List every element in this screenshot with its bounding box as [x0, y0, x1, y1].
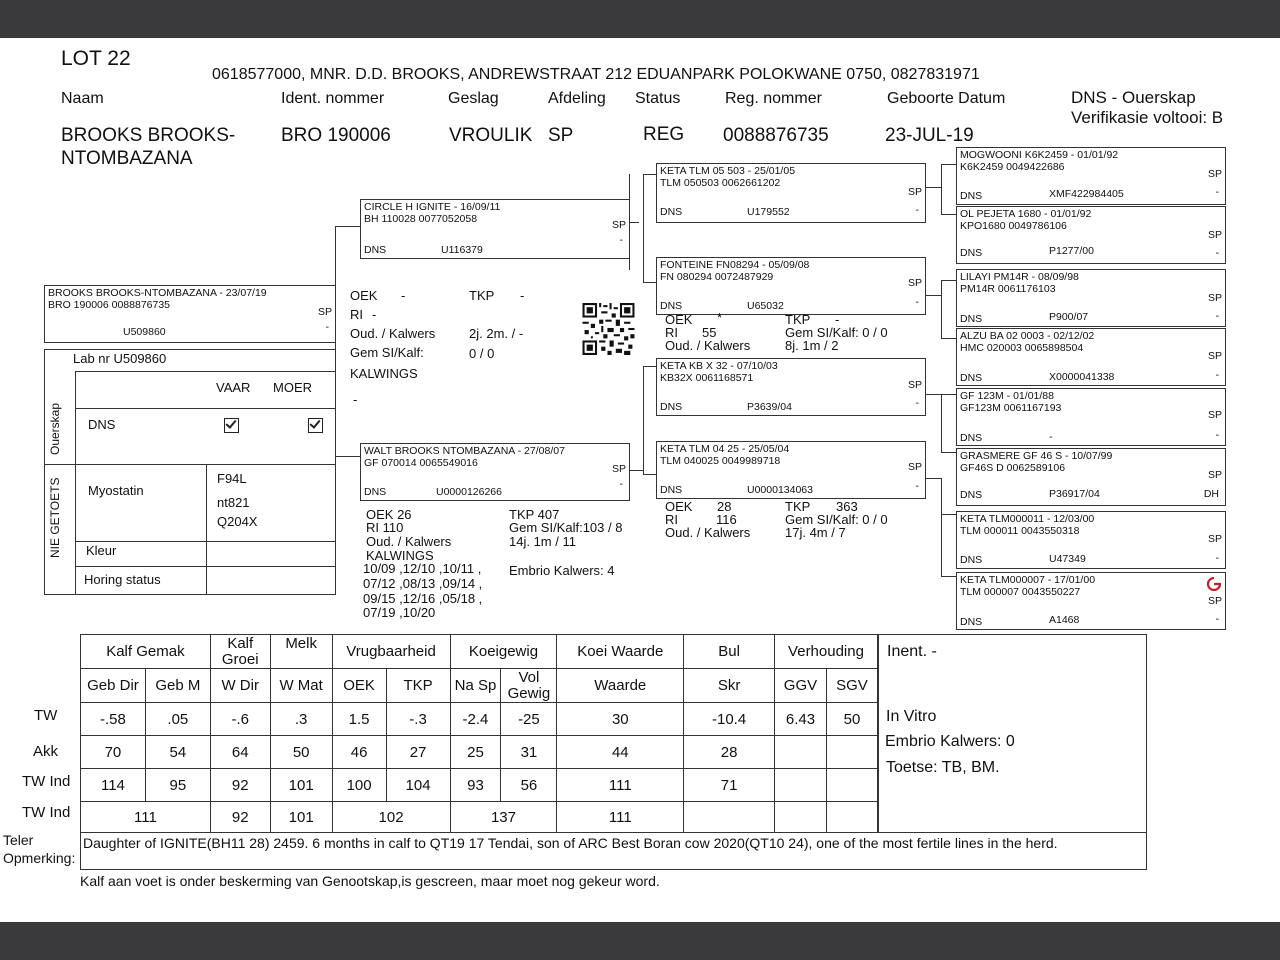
label-afdeling: Afdeling: [548, 90, 606, 107]
twind-group-cell: 111: [557, 802, 684, 834]
sub-waarde: Waarde: [557, 669, 684, 703]
tw-cell: -2.4: [450, 703, 501, 736]
sire-age-label: Oud. / Kalwers: [350, 326, 436, 341]
label-status: Status: [635, 90, 681, 107]
gp1-ids: TLM 050503 0062661202: [660, 177, 781, 189]
ggp8-title: KETA TLM000007 - 17/01/00: [960, 574, 1096, 586]
nie-getoets-side-label: NIE GETOETS: [48, 477, 62, 558]
ggp8-ids: TLM 000007 0043550227: [960, 586, 1081, 598]
gp2-ids: FN 080294 0072487929: [660, 271, 774, 283]
ggp-box-8: [956, 572, 1226, 630]
dam-sp: SP: [611, 463, 626, 475]
sub-w-dir: W Dir: [210, 669, 270, 703]
teler-label: Teler: [3, 832, 34, 848]
gp2-code: U65032: [747, 300, 784, 312]
twind-group-cell: 111: [81, 802, 211, 834]
footnote: Kalf aan voet is onder beskerming van Genootskap,is gescreen, maar moet nog gekeur word.: [80, 873, 660, 889]
sub-skr: Skr: [684, 669, 775, 703]
lab-box: [44, 349, 336, 595]
group-verhouding: Verhouding: [775, 635, 878, 669]
tw-cell: 1.5: [332, 703, 386, 736]
ggp8-dash: -: [1215, 613, 1219, 625]
ggp1-code: XMF422984405: [1049, 188, 1124, 200]
akk-cell: 44: [557, 736, 684, 769]
in-vitro-label: In Vitro: [886, 708, 937, 725]
ggp4-ids: HMC 020003 0065898504: [960, 342, 1084, 354]
sire-ri-value: -: [372, 307, 377, 322]
sub-na-sp: Na Sp: [450, 669, 501, 703]
dam-dns: DNS: [364, 486, 387, 498]
ggp3-code: P900/07: [1049, 311, 1089, 323]
gp4-dns: DNS: [660, 484, 683, 496]
ggp5-sp: SP: [1207, 409, 1222, 421]
dam-oek: OEK 26: [366, 507, 412, 522]
gp2-ri-value: 55: [702, 325, 717, 340]
qr-code-icon: [582, 303, 635, 355]
sub-vol-gewig: [501, 669, 557, 703]
grandsire-paternal-box: [656, 163, 926, 223]
akk-cell: 64: [210, 736, 270, 769]
ggp7-dns: DNS: [960, 554, 983, 566]
twind-cell: 114: [81, 769, 146, 802]
ggp3-ids: PM14R 0061176103: [960, 283, 1056, 295]
gp4-tkp-label: TKP: [785, 499, 811, 514]
table-row-twind: [81, 769, 878, 802]
ggp2-dash: -: [1215, 247, 1219, 259]
twind-group-cell: 137: [450, 802, 557, 834]
group-melk: Melk: [270, 635, 332, 669]
ggp5-title: GF 123M - 01/01/88: [960, 390, 1054, 402]
ouerskap-side-label: Ouerskap: [48, 402, 62, 455]
row-label-twind-2: TW Ind: [22, 804, 71, 821]
table-row-twind-group: [81, 802, 878, 834]
sub-w-mat: W Mat: [270, 669, 332, 703]
dns-parent-label: DNS - Ouerskap: [1071, 88, 1196, 107]
sub-oek: OEK: [332, 669, 386, 703]
status-value: REG: [643, 124, 685, 145]
gp2-oek-value: *: [717, 310, 723, 325]
gp3-sp: SP: [907, 379, 922, 391]
granddam-paternal-box: [656, 257, 926, 315]
lab-number: Lab nr U509860: [73, 351, 167, 366]
tw-cell: -.58: [81, 703, 146, 736]
ggp3-sp: SP: [1207, 292, 1222, 304]
twind-cell: [775, 769, 827, 802]
group-koeigewig: Koeigewig: [450, 635, 557, 669]
table-row-akk: [81, 736, 878, 769]
gp2-tkp-value: -: [835, 312, 840, 327]
dam-age-label: Oud. / Kalwers: [366, 534, 452, 549]
akk-cell: 46: [332, 736, 386, 769]
sire-oek-label: OEK: [350, 288, 378, 303]
animal-sp: SP: [317, 306, 332, 318]
row-label-tw: TW: [34, 707, 58, 724]
ggp4-dash: -: [1215, 369, 1219, 381]
sire-gem-value: 0 / 0: [469, 346, 495, 361]
ggp4-code: X0000041338: [1049, 371, 1115, 383]
gp4-age-label: Oud. / Kalwers: [665, 525, 751, 540]
ggp-box-7: [956, 511, 1226, 569]
sire-tkp-value: -: [520, 288, 525, 303]
gp2-age-label: Oud. / Kalwers: [665, 338, 751, 353]
gp4-title: KETA TLM 04 25 - 25/05/04: [660, 443, 790, 455]
label-ident: Ident. nommer: [281, 90, 385, 107]
dam-dash: -: [619, 478, 623, 490]
group-bul: Bul: [684, 635, 775, 669]
gp2-gem: Gem SI/Kalf: 0 / 0: [785, 325, 888, 340]
sub-vol-gewig-line1: Vol: [518, 668, 540, 686]
gp3-title: KETA KB X 32 - 07/10/03: [660, 360, 778, 372]
tw-cell: -10.4: [684, 703, 775, 736]
gp2-age-value: 8j. 1m / 2: [785, 338, 839, 353]
myostatin-f94l: F94L: [217, 471, 247, 486]
toetse-label: Toetse: TB, BM.: [886, 759, 1000, 776]
akk-cell: 54: [145, 736, 210, 769]
dam-embrio: Embrio Kalwers: 4: [509, 563, 615, 578]
sire-code: U116379: [441, 244, 483, 256]
ggp3-title: LILAYI PM14R - 08/09/98: [960, 271, 1079, 283]
sire-gem-label: Gem SI/Kalf:: [350, 345, 424, 360]
twind-group-cell: 102: [332, 802, 450, 834]
row-label-akk: Akk: [33, 743, 59, 760]
gp4-code: U0000134063: [747, 484, 813, 496]
kleur-label: Kleur: [86, 543, 117, 558]
akk-cell: 70: [81, 736, 146, 769]
sire-kalwings-value: -: [353, 392, 358, 407]
gp1-code: U179552: [747, 206, 790, 218]
name-line-2: NTOMBAZANA: [61, 148, 193, 169]
dam-code: U0000126266: [436, 486, 502, 498]
ggp8-sp: SP: [1207, 595, 1222, 607]
animal-dash: -: [325, 321, 329, 333]
ebv-table: [80, 634, 878, 834]
gp4-age-value: 17j. 4m / 7: [785, 525, 846, 540]
sub-tkp: TKP: [386, 669, 450, 703]
section-value: SP: [548, 125, 574, 146]
animal-title: BROOKS BROOKS-NTOMBAZANA - 23/07/19: [48, 287, 267, 299]
twind-cell: 93: [450, 769, 501, 802]
dam-kalwings-label: KALWINGS: [366, 548, 434, 563]
twind-cell: 100: [332, 769, 386, 802]
group-koei-waarde: Koei Waarde: [557, 635, 684, 669]
tw-cell: .3: [270, 703, 332, 736]
ident-value: BRO 190006: [281, 125, 391, 146]
ggp5-dns: DNS: [960, 432, 983, 444]
twind-cell: 71: [684, 769, 775, 802]
opmerking-label: Opmerking:: [3, 850, 76, 866]
twind-cell: [826, 769, 877, 802]
myostatin-nt821: nt821: [217, 495, 250, 510]
birthdate-value: 23-JUL-19: [885, 125, 974, 146]
tw-cell: -.6: [210, 703, 270, 736]
label-geboorte: Geboorte Datum: [887, 90, 1006, 107]
sub-vol-gewig-line2: Gewig: [507, 684, 551, 702]
gp4-oek-value: 28: [717, 499, 732, 514]
owner-line: 0618577000, MNR. D.D. BROOKS, ANDREWSTRAAT 212 EDUANPARK POLOKWANE 0750, 0827831971: [212, 66, 980, 83]
dam-calving-dates-3: 09/15 ,12/16 ,05/18 ,: [363, 591, 483, 606]
ggp3-dash: -: [1215, 310, 1219, 322]
reg-value: 0088876735: [723, 125, 829, 146]
info-panel: [878, 634, 1147, 834]
lab-dns-label: DNS: [88, 417, 116, 432]
gp4-oek-label: OEK: [665, 499, 693, 514]
label-reg: Reg. nommer: [725, 90, 822, 107]
ggp5-code: -: [1049, 431, 1053, 443]
tw-cell: -25: [501, 703, 557, 736]
akk-cell: 25: [450, 736, 501, 769]
twind-group-cell: 101: [270, 802, 332, 834]
ggp4-dns: DNS: [960, 372, 983, 384]
ggp-box-4: [956, 328, 1226, 386]
ggp6-code: P36917/04: [1049, 488, 1100, 500]
remark-box: [80, 832, 1147, 870]
top-bar: [0, 0, 1280, 38]
ggp7-sp: SP: [1207, 533, 1222, 545]
akk-cell: 27: [386, 736, 450, 769]
akk-cell: 50: [270, 736, 332, 769]
twind-cell: 56: [501, 769, 557, 802]
akk-cell: 28: [684, 736, 775, 769]
ggp7-code: U47349: [1049, 553, 1086, 565]
gp4-dash: -: [915, 480, 919, 492]
animal-code: U509860: [123, 326, 166, 338]
sire-ids: BH 110028 0077052058: [364, 213, 478, 225]
horing-status-label: Horing status: [84, 572, 161, 587]
twind-cell: 101: [270, 769, 332, 802]
ggp1-title: MOGWOONI K6K2459 - 01/01/92: [960, 149, 1119, 161]
group-kalf-gemak: Kalf Gemak: [81, 635, 211, 669]
sire-box: [360, 199, 630, 259]
dam-calving-dates-1: 10/09 ,12/10 ,10/11 ,: [363, 561, 482, 576]
tw-cell: 30: [557, 703, 684, 736]
ggp1-dns: DNS: [960, 190, 983, 202]
ggp4-sp: SP: [1207, 350, 1222, 362]
dam-tkp: TKP 407: [509, 507, 560, 522]
ggp6-dash: DH: [1203, 488, 1219, 500]
ggp3-dns: DNS: [960, 313, 983, 325]
gp2-sp: SP: [907, 277, 922, 289]
verification-label: Verifikasie voltooi: B: [1071, 108, 1224, 127]
group-kalf-groei: [210, 635, 270, 669]
gp2-oek-label: OEK: [665, 312, 693, 327]
dam-calving-dates-4: 07/19 ,10/20: [363, 605, 436, 620]
twind-cell: 111: [557, 769, 684, 802]
ggp-box-3: [956, 269, 1226, 327]
ggp6-ids: GF46S D 0062589106: [960, 462, 1066, 474]
twind-cell: 95: [145, 769, 210, 802]
sex-value: VROULIK: [449, 125, 533, 146]
dam-calving-dates-2: 07/12 ,08/13 ,09/14 ,: [363, 576, 483, 591]
ggp-box-1: [956, 147, 1226, 205]
sire-dns-checkbox: [224, 418, 239, 433]
sub-sgv: SGV: [826, 669, 877, 703]
sire-kalwings-label: KALWINGS: [350, 366, 418, 381]
dam-dns-checkbox: [308, 418, 323, 433]
ggp7-ids: TLM 000011 0043550318: [960, 525, 1080, 537]
label-geslag: Geslag: [448, 90, 499, 107]
gp4-ri-value: 116: [716, 512, 737, 527]
animal-box: [44, 285, 336, 343]
sub-geb-m: Geb M: [145, 669, 210, 703]
twind-cell: 104: [386, 769, 450, 802]
ggp1-ids: K6K2459 0049422686: [960, 161, 1065, 173]
ggp1-sp: SP: [1207, 168, 1222, 180]
lab-sire-header: VAAR: [216, 380, 251, 395]
dam-age-value: 14j. 1m / 11: [509, 534, 576, 549]
tw-cell: -.3: [386, 703, 450, 736]
ggp-box-6: [956, 448, 1226, 506]
granddam-maternal-box: [656, 441, 926, 499]
embrio-kalwers-label: Embrio Kalwers: 0: [885, 733, 1015, 750]
sire-ri-label: RI: [350, 307, 363, 322]
ggp5-ids: GF123M 0061167193: [960, 402, 1062, 414]
ggp8-dns: DNS: [960, 616, 983, 628]
ggp1-dash: -: [1215, 186, 1219, 198]
bottom-bar: [0, 922, 1280, 960]
gp2-dash: -: [915, 296, 919, 308]
breeder-remark: Daughter of IGNITE(BH11 28) 2459. 6 months in calf to QT19 17 Tendai, son of ARC Best Boran cow 2020(QT10 24), one of the most fertile lines in the herd.: [83, 835, 1058, 851]
lot-number: LOT 22: [61, 47, 131, 70]
sub-ggv: GGV: [775, 669, 827, 703]
tw-cell: 50: [826, 703, 877, 736]
gp3-ids: KB32X 0061168571: [660, 372, 754, 384]
name-line-1: BROOKS BROOKS-: [61, 125, 236, 146]
dam-title: WALT BROOKS NTOMBAZANA - 27/08/07: [364, 445, 565, 457]
gp2-title: FONTEINE FN08294 - 05/09/08: [660, 259, 810, 271]
gp1-dash: -: [915, 204, 919, 216]
sire-dns: DNS: [364, 244, 387, 256]
gp4-gem: Gem SI/Kalf: 0 / 0: [785, 512, 888, 527]
brand-mark-icon: [1207, 577, 1221, 591]
ggp4-title: ALZU BA 02 0003 - 02/12/02: [960, 330, 1095, 342]
ggp6-sp: SP: [1207, 469, 1222, 481]
sub-geb-dir: Geb Dir: [81, 669, 146, 703]
sire-tkp-label: TKP: [469, 288, 495, 303]
sire-title: CIRCLE H IGNITE - 16/09/11: [364, 201, 501, 213]
gp1-title: KETA TLM 05 503 - 25/01/05: [660, 165, 796, 177]
gp2-tkp-label: TKP: [785, 312, 811, 327]
myostatin-q204x: Q204X: [217, 514, 258, 529]
inent-label: Inent. -: [887, 643, 937, 660]
ggp2-title: OL PEJETA 1680 - 01/01/92: [960, 208, 1092, 220]
myostatin-label: Myostatin: [88, 483, 144, 498]
grandsire-maternal-box: [656, 358, 926, 416]
ggp7-dash: -: [1215, 552, 1219, 564]
group-vrugbaarheid: Vrugbaarheid: [332, 635, 450, 669]
row-label-twind: TW Ind: [22, 773, 71, 790]
ggp-box-5: [956, 388, 1226, 446]
gp3-code: P3639/04: [747, 401, 792, 413]
lab-dam-header: MOER: [273, 380, 312, 395]
group-kalf-groei-line2: Groei: [221, 650, 259, 668]
twind-cell: 92: [210, 769, 270, 802]
akk-cell: [775, 736, 827, 769]
table-row-tw: [81, 703, 878, 736]
ggp8-code: A1468: [1049, 614, 1080, 626]
gp4-ids: TLM 040025 0049989718: [660, 455, 781, 467]
gp3-dns: DNS: [660, 401, 683, 413]
gp1-dns: DNS: [660, 206, 683, 218]
tw-cell: .05: [145, 703, 210, 736]
group-kalf-groei-line1: Kalf: [227, 634, 254, 652]
dam-ri: RI 110: [366, 520, 404, 535]
sire-dash: -: [619, 234, 623, 246]
gp4-ri-label: RI: [665, 512, 678, 527]
sire-age-value: 2j. 2m. / -: [469, 326, 524, 341]
label-naam: Naam: [61, 90, 104, 107]
dam-gem: Gem SI/Kalf:103 / 8: [509, 520, 623, 535]
ggp2-ids: KPO1680 0049786106: [960, 220, 1067, 232]
ggp5-dash: -: [1215, 429, 1219, 441]
gp3-dash: -: [915, 397, 919, 409]
ggp2-code: P1277/00: [1049, 245, 1094, 257]
gp4-tkp-value: 363: [836, 499, 858, 514]
ggp6-title: GRASMERE GF 46 S - 10/07/99: [960, 450, 1113, 462]
dam-box: [360, 443, 630, 501]
akk-cell: [826, 736, 877, 769]
gp2-dns: DNS: [660, 300, 683, 312]
ggp7-title: KETA TLM000011 - 12/03/00: [960, 513, 1095, 525]
tw-cell: 6.43: [775, 703, 827, 736]
twind-group-cell: 92: [210, 802, 270, 834]
ggp2-sp: SP: [1207, 229, 1222, 241]
gp1-sp: SP: [907, 186, 922, 198]
animal-ids: BRO 190006 0088876735: [48, 299, 171, 311]
ggp2-dns: DNS: [960, 247, 983, 259]
gp4-sp: SP: [907, 461, 922, 473]
gp2-ri-label: RI: [665, 325, 678, 340]
ggp6-dns: DNS: [960, 489, 983, 501]
sire-sp: SP: [611, 219, 626, 231]
ggp-box-2: [956, 206, 1226, 264]
sire-oek-value: -: [401, 288, 406, 303]
akk-cell: 31: [501, 736, 557, 769]
dam-ids: GF 070014 0065549016: [364, 457, 478, 469]
